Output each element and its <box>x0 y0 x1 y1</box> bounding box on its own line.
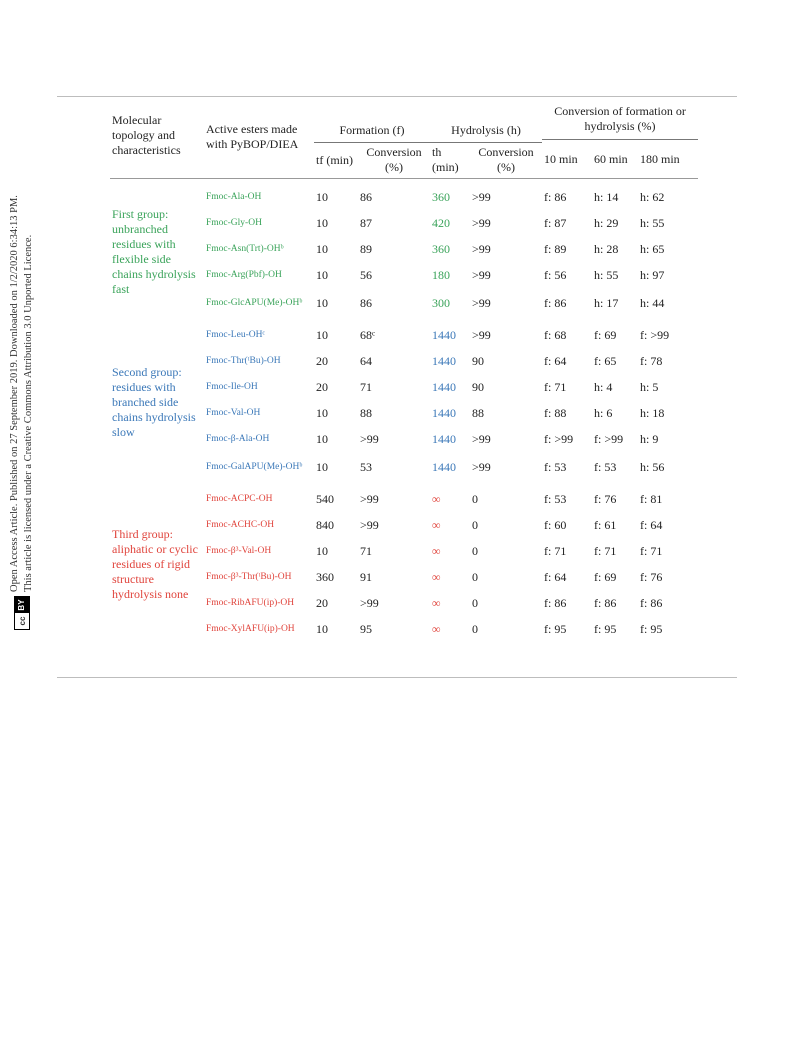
th-cell: ∞ <box>432 570 441 584</box>
conv-f-cell: 88 <box>360 406 372 420</box>
ester-cell: Fmoc-ACPC-OH <box>206 494 273 504</box>
tf-cell: 20 <box>316 380 328 394</box>
conv-60-cell: f: 86 <box>594 596 617 610</box>
conv-10-cell: f: 71 <box>544 544 567 558</box>
conv-60-cell: h: 55 <box>594 268 619 282</box>
conv-h-cell: 0 <box>472 492 478 506</box>
th-cell: 1440 <box>432 328 456 342</box>
bottom-rule <box>57 677 737 678</box>
ester-cell: Fmoc-ACHC-OH <box>206 520 275 530</box>
header-hydrolysis-cell <box>430 99 542 142</box>
tf-cell: 10 <box>316 328 328 342</box>
tf-cell: 10 <box>316 296 328 310</box>
tf-cell: 840 <box>316 518 334 532</box>
conv-10-cell: f: 86 <box>544 596 567 610</box>
conv-180-cell: f: 95 <box>640 622 663 636</box>
table-row <box>110 487 698 513</box>
header-topology-text: Molecular topology and characteristics <box>112 112 181 157</box>
license-line[interactable]: This article is licensed under a Creative Commons Attribution 3.0 Unported Licence. <box>23 234 34 592</box>
tf-cell: 20 <box>316 354 328 368</box>
th-cell: 1440 <box>432 406 456 420</box>
tf-cell: 540 <box>316 492 334 506</box>
conv-10-cell: f: 95 <box>544 622 567 636</box>
conv-180-cell: f: 76 <box>640 570 663 584</box>
conv-60-cell: h: 4 <box>594 380 613 394</box>
ester-cell: Fmoc-Thr(ᵗBu)-OH <box>206 356 281 366</box>
tf-cell: 10 <box>316 406 328 420</box>
ester-cell: Fmoc-Leu-OHᶜ <box>206 330 265 340</box>
conv-60-cell: f: 71 <box>594 544 617 558</box>
group-label: Second group: residues with branched side chains hydrolysis slow <box>112 365 196 439</box>
conv-f-cell: >99 <box>360 432 379 446</box>
conv-10-cell: f: 89 <box>544 242 567 256</box>
conv-10-cell: f: 68 <box>544 328 567 342</box>
header-conversion-cell <box>542 99 698 140</box>
header-10min: 10 min <box>544 152 578 167</box>
th-cell: 360 <box>432 190 450 204</box>
conv-60-cell: f: 61 <box>594 518 617 532</box>
conv-10-cell: f: 53 <box>544 460 567 474</box>
th-cell: ∞ <box>432 596 441 610</box>
conv-10-cell: f: 86 <box>544 190 567 204</box>
license-sidebar <box>4 70 40 630</box>
ester-cell: Fmoc-β³-Thr(ᵗBu)-OH <box>206 572 292 582</box>
conv-180-cell: h: 9 <box>640 432 659 446</box>
tf-cell: 10 <box>316 460 328 474</box>
conv-60-cell: h: 29 <box>594 216 619 230</box>
top-rule <box>57 96 737 97</box>
data-table <box>110 99 698 643</box>
conv-h-cell: 88 <box>472 406 484 420</box>
conv-f-cell: 87 <box>360 216 372 230</box>
conv-f-cell: 89 <box>360 242 372 256</box>
table-row <box>110 323 698 349</box>
by-icon: BY <box>15 597 29 613</box>
th-cell: 1440 <box>432 354 456 368</box>
th-cell: 300 <box>432 296 450 310</box>
conv-180-cell: h: 97 <box>640 268 665 282</box>
header-conv-f: Conversion (%) <box>366 145 422 174</box>
conv-10-cell: f: 88 <box>544 406 567 420</box>
ester-cell: Fmoc-RibAFU(ip)-OH <box>206 598 295 608</box>
conv-f-cell: 86 <box>360 296 372 310</box>
conv-60-cell: f: >99 <box>594 432 624 446</box>
tf-cell: 360 <box>316 570 334 584</box>
conv-f-cell: 71 <box>360 544 372 558</box>
conv-h-cell: 0 <box>472 570 478 584</box>
cc-icon: cc <box>17 616 27 626</box>
conv-60-cell: h: 17 <box>594 296 619 310</box>
conv-f-cell: >99 <box>360 596 379 610</box>
conv-60-cell: f: 76 <box>594 492 617 506</box>
header-180min: 180 min <box>640 152 680 167</box>
tf-cell: 10 <box>316 242 328 256</box>
conv-h-cell: 0 <box>472 622 478 636</box>
ester-cell: Fmoc-Ala-OH <box>206 192 262 202</box>
conv-h-cell: >99 <box>472 460 491 474</box>
conv-h-cell: 0 <box>472 518 478 532</box>
conv-h-cell: >99 <box>472 328 491 342</box>
group-label: Third group: aliphatic or cyclic residues of rigid structure hydrolysis none <box>112 527 198 601</box>
th-cell: 180 <box>432 268 450 282</box>
conv-180-cell: h: 18 <box>640 406 665 420</box>
th-cell: 360 <box>432 242 450 256</box>
ester-cell: Fmoc-β³-Val-OH <box>206 546 272 556</box>
conv-10-cell: f: 60 <box>544 518 567 532</box>
conv-180-cell: f: 81 <box>640 492 663 506</box>
conv-f-cell: 86 <box>360 190 372 204</box>
tf-cell: 10 <box>316 544 328 558</box>
conv-60-cell: h: 14 <box>594 190 619 204</box>
conv-h-cell: 90 <box>472 380 484 394</box>
th-cell: 1440 <box>432 432 456 446</box>
th-cell: 1440 <box>432 460 456 474</box>
header-formation-cell <box>314 99 430 142</box>
tf-cell: 10 <box>316 622 328 636</box>
group-label: First group: unbranched residues with flexible side chains hydrolysis fast <box>112 206 196 296</box>
th-cell: 1440 <box>432 380 456 394</box>
tf-cell: 10 <box>316 216 328 230</box>
header-60min: 60 min <box>594 152 628 167</box>
conv-180-cell: f: 64 <box>640 518 663 532</box>
header-esters-text: Active esters made with PyBOP/DIEA <box>206 121 299 151</box>
conv-h-cell: 90 <box>472 354 484 368</box>
conv-60-cell: f: 95 <box>594 622 617 636</box>
conv-h-cell: 0 <box>472 596 478 610</box>
conv-f-cell: 91 <box>360 570 372 584</box>
conv-h-cell: >99 <box>472 432 491 446</box>
ester-cell: Fmoc-Val-OH <box>206 408 261 418</box>
conv-f-cell: 71 <box>360 380 372 394</box>
header-conversion-text: Conversion of formation or hydrolysis (%) <box>554 104 686 133</box>
conv-180-cell: f: 71 <box>640 544 663 558</box>
tf-cell: 10 <box>316 268 328 282</box>
conv-180-cell: h: 62 <box>640 190 665 204</box>
ester-cell: Fmoc-β-Ala-OH <box>206 434 270 444</box>
ester-cell: Fmoc-XylAFU(ip)-OH <box>206 624 295 634</box>
conv-60-cell: f: 69 <box>594 570 617 584</box>
ester-cell: Fmoc-Gly-OH <box>206 218 262 228</box>
conv-f-cell: 56 <box>360 268 372 282</box>
conv-h-cell: >99 <box>472 216 491 230</box>
conv-h-cell: >99 <box>472 268 491 282</box>
conv-10-cell: f: 87 <box>544 216 567 230</box>
header-formation-text: Formation (f) <box>339 122 405 137</box>
header-esters-cell <box>204 99 314 178</box>
header-th: th (min) <box>432 145 459 174</box>
ester-cell: Fmoc-Asn(Trt)-OHᵇ <box>206 244 284 254</box>
conv-10-cell: f: 64 <box>544 354 567 368</box>
conv-f-cell: >99 <box>360 518 379 532</box>
conv-h-cell: >99 <box>472 242 491 256</box>
conv-180-cell: h: 65 <box>640 242 665 256</box>
conv-10-cell: f: 53 <box>544 492 567 506</box>
th-cell: ∞ <box>432 544 441 558</box>
conv-180-cell: f: 86 <box>640 596 663 610</box>
conv-f-cell: 53 <box>360 460 372 474</box>
conv-60-cell: f: 69 <box>594 328 617 342</box>
tf-cell: 20 <box>316 596 328 610</box>
th-cell: 420 <box>432 216 450 230</box>
header-topology-cell <box>110 99 204 178</box>
conv-60-cell: h: 6 <box>594 406 613 420</box>
conv-180-cell: h: 55 <box>640 216 665 230</box>
header-conv-h: Conversion (%) <box>478 145 534 174</box>
conv-f-cell: 64 <box>360 354 372 368</box>
conv-h-cell: >99 <box>472 190 491 204</box>
conv-f-cell: 95 <box>360 622 372 636</box>
conv-10-cell: f: >99 <box>544 432 574 446</box>
th-cell: ∞ <box>432 492 441 506</box>
cc-by-badge[interactable] <box>14 596 30 630</box>
conv-10-cell: f: 86 <box>544 296 567 310</box>
header-hydrolysis-text: Hydrolysis (h) <box>451 122 521 137</box>
conv-60-cell: f: 53 <box>594 460 617 474</box>
header-tf: tf (min) <box>316 152 353 167</box>
th-cell: ∞ <box>432 518 441 532</box>
conv-180-cell: h: 56 <box>640 460 665 474</box>
conv-10-cell: f: 64 <box>544 570 567 584</box>
open-access-line: Open Access Article. Published on 27 September 2019. Downloaded on 1/2/2020 6:34:13 PM. <box>9 195 20 592</box>
tf-cell: 10 <box>316 190 328 204</box>
conv-180-cell: f: 78 <box>640 354 663 368</box>
conv-60-cell: h: 28 <box>594 242 619 256</box>
ester-cell: Fmoc-Ile-OH <box>206 382 258 392</box>
table-row <box>110 185 698 211</box>
conv-180-cell: h: 44 <box>640 296 665 310</box>
conv-180-cell: h: 5 <box>640 380 659 394</box>
tf-cell: 10 <box>316 432 328 446</box>
ester-cell: Fmoc-GlcAPU(Me)-OHᵇ <box>206 298 303 308</box>
conv-10-cell: f: 56 <box>544 268 567 282</box>
ester-cell: Fmoc-Arg(Pbf)-OH <box>206 270 282 280</box>
conv-180-cell: f: >99 <box>640 328 670 342</box>
th-cell: ∞ <box>432 622 441 636</box>
conv-60-cell: f: 65 <box>594 354 617 368</box>
ester-cell: Fmoc-GalAPU(Me)-OHᵇ <box>206 462 303 472</box>
conv-h-cell: >99 <box>472 296 491 310</box>
conv-f-cell: 68ᶜ <box>360 328 376 342</box>
conv-10-cell: f: 71 <box>544 380 567 394</box>
conv-h-cell: 0 <box>472 544 478 558</box>
conv-f-cell: >99 <box>360 492 379 506</box>
